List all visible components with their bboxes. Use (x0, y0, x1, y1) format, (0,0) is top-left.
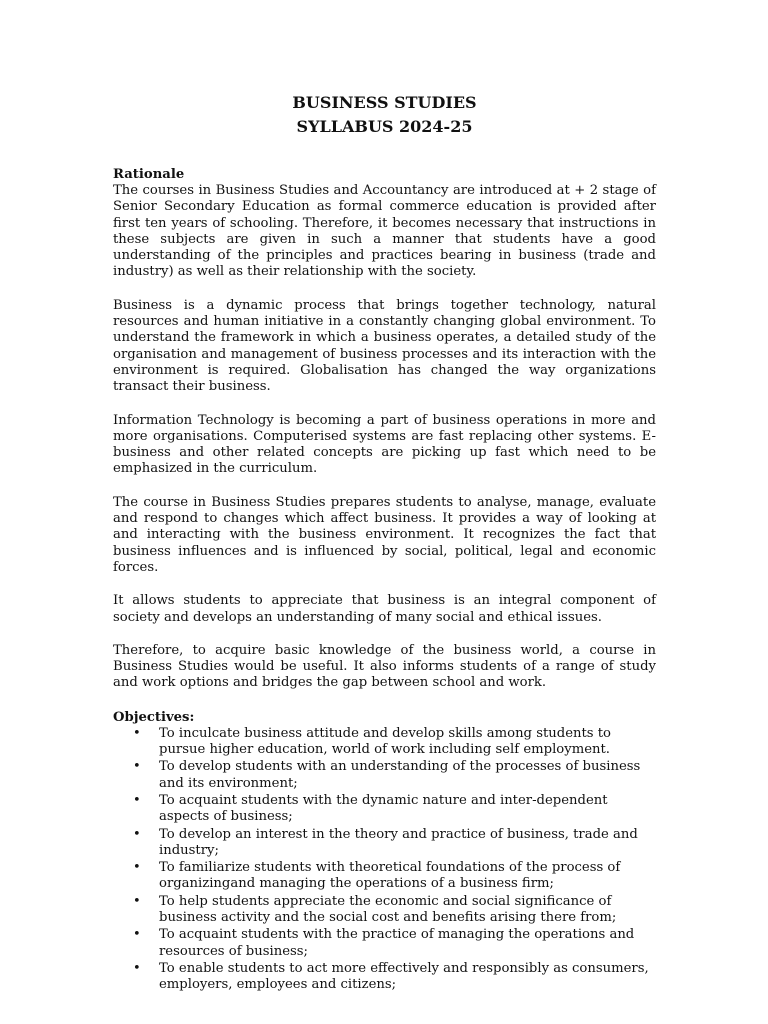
rationale-paragraph: It allows students to appreciate that business is an integral component of society and develops an understanding of many social and ethical issues. (113, 593, 656, 625)
objective-text: To inculcate business attitude and develop skills among students to pursue higher education, world of work including self employment. (159, 725, 611, 758)
objectives-list (113, 726, 656, 994)
list-item (113, 726, 656, 759)
list-item (113, 927, 656, 960)
rationale-paragraph: Therefore, to acquire basic knowledge of the business world, a course in Business Studies would be useful. It also informs students of a range of study and work options and bridges the gap between school and work. (113, 642, 656, 691)
document-page (113, 92, 656, 994)
bullet-icon: • (133, 893, 141, 909)
bullet-icon: • (133, 826, 141, 842)
objective-text: To enable students to act more effectively and responsibly as consumers, employers, employees and citizens; (159, 960, 649, 993)
list-item (113, 793, 656, 826)
document-title: BUSINESS STUDIES (292, 93, 477, 112)
rationale-section (113, 183, 656, 692)
objective-text: To help students appreciate the economic and social significance of business activity and the social cost and benefits arising there from; (159, 893, 617, 925)
document-subtitle: SYLLABUS 2024-25 (296, 117, 473, 136)
rationale-heading: Rationale (113, 167, 185, 182)
list-item (113, 894, 656, 927)
bullet-icon: • (133, 792, 141, 808)
objective-text: To familiarize students with theoretical foundations of the process of organizingand managing the operations of a business firm; (159, 860, 621, 892)
list-item (113, 860, 656, 893)
rationale-paragraph: Business is a dynamic process that brings together technology, natural resources and human initiative in a constantly changing global environment. To understand the framework in which a business operates, a detailed study of the organisation and management of business processes and its interaction with the environment is required. Globalisation has changed the way organizations transact their business. (113, 297, 656, 395)
list-item (113, 961, 656, 994)
bullet-icon: • (133, 759, 141, 775)
list-item (113, 827, 656, 860)
bullet-icon: • (133, 927, 141, 943)
objective-text: To acquaint students with the practice of managing the operations and resources of business; (159, 927, 635, 959)
objective-text: To develop an interest in the theory and practice of business, trade and industry; (159, 826, 638, 858)
rationale-paragraph: The courses in Business Studies and Accountancy are introduced at + 2 stage of Senior Secondary Education as formal commerce education is provided after first ten years of schooling. Therefore, it becomes necessary that instructions in these subjects are given in such a manner that students have a good understanding of the principles and practices bearing in business (trade and industry) as well as their relationship with the society. (113, 183, 656, 280)
rationale-paragraph: Information Technology is becoming a part of business operations in more and more organisations. Computerised systems are fast replacing other systems. E-business and other related concepts are picking up fast which need to be emphasized in the curriculum. (113, 412, 656, 477)
list-item (113, 759, 656, 792)
bullet-icon: • (133, 860, 141, 876)
bullet-icon: • (133, 960, 141, 976)
objective-text: To develop students with an understanding of the processes of business and its environment; (159, 759, 641, 791)
rationale-paragraph: The course in Business Studies prepares students to analyse, manage, evaluate and respond to changes which affect business. It provides a way of looking at and interacting with the business environment. It recognizes the fact that business influences and is influenced by social, political, legal and economic forces. (113, 494, 656, 575)
objective-text: To acquaint students with the dynamic nature and inter-dependent aspects of business; (159, 792, 608, 825)
bullet-icon: • (133, 725, 141, 741)
objectives-heading: Objectives: (113, 709, 195, 725)
